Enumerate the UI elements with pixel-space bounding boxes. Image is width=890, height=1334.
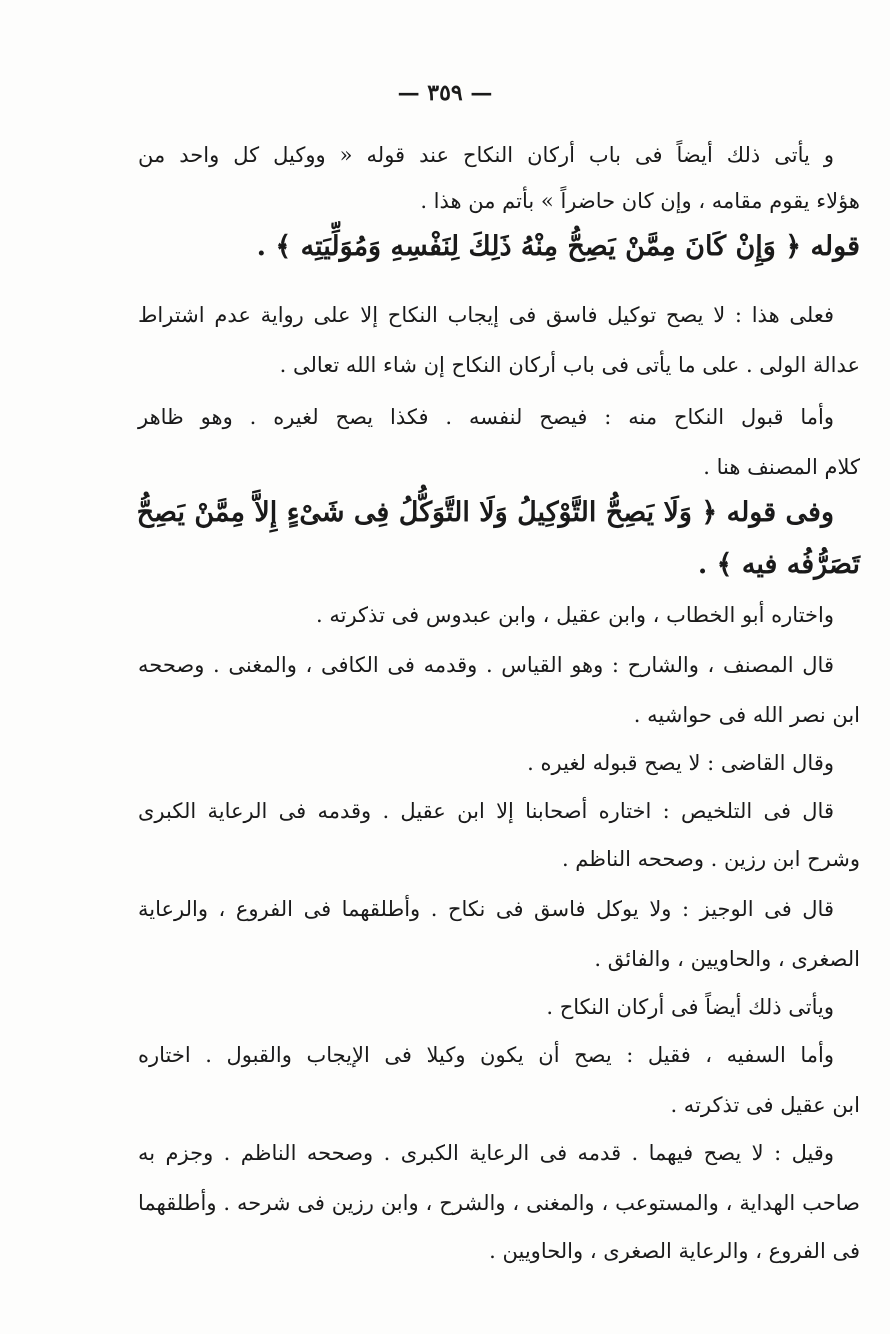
text-line: واختاره أبو الخطاب ، وابن عقيل ، وابن عبدوس فى تذكرته . [316,603,834,627]
text-line: عدالة الولى . على ما يأتى فى باب أركان النكاح إن شاء الله تعالى . [279,353,860,377]
text-line: صاحب الهداية ، والمستوعب ، والمغنى ، والشرح ، وابن رزين فى شرحه . وأطلقهما [138,1191,860,1215]
text-line: وأما السفيه ، فقيل : يصح أن يكون وكيلا فى الإيجاب والقبول . اختاره [138,1043,834,1067]
text-line: قال فى الوجيز : ولا يوكل فاسق فى نكاح . وأطلقهما فى الفروع ، والرعاية [138,897,834,921]
text-line: وشرح ابن رزين . وصححه الناظم . [561,847,860,871]
text-line: فى الفروع ، والرعاية الصغرى ، والحاويين . [489,1239,860,1263]
text-line: قال فى التلخيص : اختاره أصحابنا إلا ابن عقيل . وقدمه فى الرعاية الكبرى [138,799,834,823]
text-line: قوله ﴿ وَإِنْ كَانَ مِمَّنْ يَصِحُّ مِنْهُ ذَلِكَ لِنَفْسِهِ وَمُوَلِّيَتِه ﴾ . [256,231,860,262]
text-line: ابن عقيل فى تذكرته . [670,1093,860,1117]
text-line: وقال القاضى : لا يصح قبوله لغيره . [527,751,834,775]
text-line: فعلى هذا : لا يصح توكيل فاسق فى إيجاب النكاح إلا على رواية عدم اشتراط [138,303,834,327]
text-line: وأما قبول النكاح منه : فيصح لنفسه . فكذا يصح لغيره . وهو ظاهر [138,405,834,429]
page-number: — ٣٥٩ — [397,80,493,106]
text-line: تَصَرُّفُه فيه ﴾ . [697,549,860,580]
text-line: كلام المصنف هنا . [703,455,860,479]
text-line: ويأتى ذلك أيضاً فى أركان النكاح . [546,995,834,1019]
text-line: الصغرى ، والحاويين ، والفائق . [594,947,860,971]
text-line: و يأتى ذلك أيضاً فى باب أركان النكاح عند قوله « ووكيل كل واحد من [138,143,834,167]
text-line: وفى قوله ﴿ وَلَا يَصِحُّ التَّوْكِيلُ وَلَا التَّوَكُّلُ فِى شَىْءٍ إِلاَّ مِمَّنْ يَصِحُّ [136,497,834,528]
text-line: هؤلاء يقوم مقامه ، وإن كان حاضراً » بأتم من هذا . [420,189,860,213]
text-line: ابن نصر الله فى حواشيه . [633,703,860,727]
text-line: قال المصنف ، والشارح : وهو القياس . وقدمه فى الكافى ، والمغنى . وصححه [138,653,834,677]
text-line: وقيل : لا يصح فيهما . قدمه فى الرعاية الكبرى . وصححه الناظم . وجزم به [138,1141,834,1165]
